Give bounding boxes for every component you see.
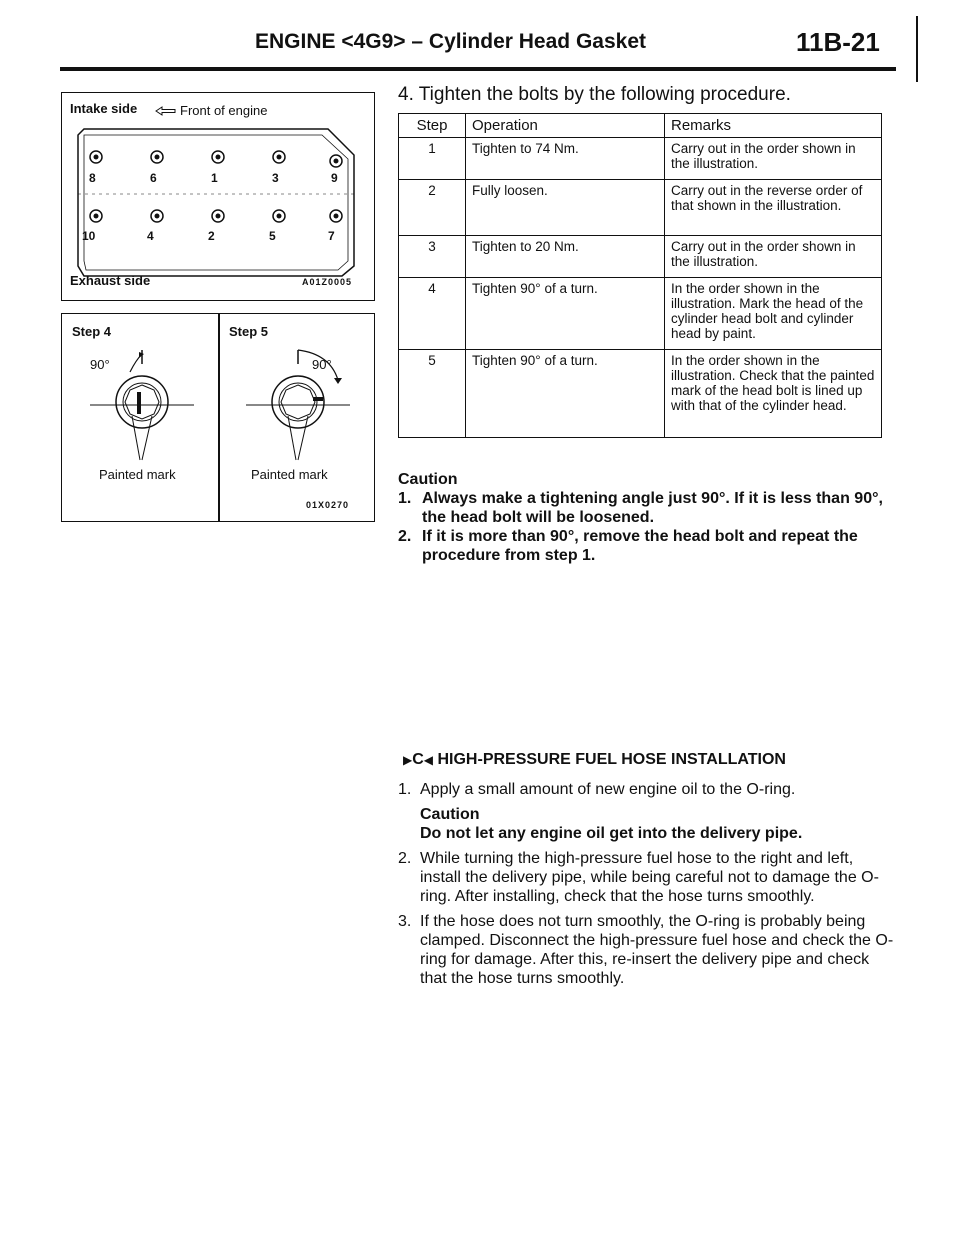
list-item — [398, 527, 898, 565]
caution-text: If it is more than 90°, remove the head bolt and repeat the procedure from step 1. — [422, 528, 858, 564]
marker-letter: C — [412, 751, 424, 768]
procedure-heading: 4. Tighten the bolts by the following procedure. — [398, 84, 791, 105]
bolt-head-step4-icon — [82, 342, 202, 462]
remarks-cell: Carry out in the reverse order of that shown in the illustration. — [665, 180, 882, 236]
angle-label-left: 90° — [90, 357, 110, 372]
caution-text: Do not let any engine oil get into the delivery pipe. — [420, 825, 803, 842]
section-heading — [403, 751, 786, 769]
marker-right-triangle-icon: ▶ — [403, 753, 413, 767]
list-item — [398, 489, 898, 527]
step-cell: 2 — [399, 180, 466, 236]
cylinder-head-outline — [70, 121, 366, 281]
painted-mark-label-right: Painted mark — [251, 467, 328, 482]
step-cell: 3 — [399, 236, 466, 278]
step-cell: 4 — [399, 278, 466, 350]
remarks-cell: Carry out in the order shown in the illustration. — [665, 236, 882, 278]
bolt-head-step5-icon — [238, 342, 358, 462]
table-row — [399, 180, 882, 236]
remarks-cell: In the order shown in the illustration. Check that the painted mark of the head bolt is lined up with that of the cylinder head. — [665, 350, 882, 438]
operation-cell: Tighten to 74 Nm. — [466, 138, 665, 180]
tightening-angle-figure — [61, 313, 375, 522]
marker-left-triangle-icon: ◀ — [423, 753, 434, 767]
bolt-number: 3 — [272, 171, 279, 185]
caution-title: Caution — [420, 806, 480, 823]
front-of-engine-label: Front of engine — [180, 103, 268, 118]
caution-text: Always make a tightening angle just 90°. If it is less than 90°, the head bolt will be loosened. — [422, 490, 883, 526]
figure-code: 01X0270 — [306, 500, 350, 510]
bolt-number: 6 — [150, 171, 157, 185]
column-header-remarks: Remarks — [665, 114, 882, 138]
left-arrow-icon — [155, 106, 177, 116]
list-number: 1. — [398, 781, 412, 798]
table-row — [399, 278, 882, 350]
step5-label: Step 5 — [229, 324, 269, 339]
header-rule — [60, 67, 896, 71]
step-cell: 1 — [399, 138, 466, 180]
list-item — [398, 912, 896, 988]
table-row — [399, 138, 882, 180]
bolt-number: 8 — [89, 171, 96, 185]
figure-code: A01Z0005 — [302, 277, 353, 287]
step-cell: 5 — [399, 350, 466, 438]
section-title: HIGH-PRESSURE FUEL HOSE INSTALLATION — [437, 751, 786, 768]
list-number: 2. — [398, 528, 412, 545]
bolt-number: 4 — [147, 229, 154, 243]
bolt-number: 5 — [269, 229, 276, 243]
operation-cell: Fully loosen. — [466, 180, 665, 236]
bolt-number: 1 — [211, 171, 218, 185]
intake-side-label: Intake side — [70, 101, 138, 116]
page-title: ENGINE <4G9> – Cylinder Head Gasket — [255, 30, 647, 53]
caution-list — [398, 489, 898, 565]
table-header-row — [399, 114, 882, 138]
step-text: Apply a small amount of new engine oil to the O-ring. — [420, 781, 796, 798]
list-item — [398, 780, 896, 799]
bolt-number: 10 — [82, 229, 96, 243]
bolt-number: 2 — [208, 229, 215, 243]
installation-steps — [398, 780, 896, 994]
table-row — [399, 350, 882, 438]
exhaust-side-label: Exhaust side — [70, 273, 151, 288]
column-header-step: Step — [399, 114, 466, 138]
caution-title: Caution — [398, 471, 458, 488]
page-number: 11B-21 — [796, 27, 880, 57]
list-number: 1. — [398, 490, 412, 507]
remarks-cell: In the order shown in the illustration. Mark the head of the cylinder head bolt and cylinder head by paint. — [665, 278, 882, 350]
bolt-order-figure — [61, 92, 375, 301]
list-item — [398, 849, 896, 906]
painted-mark-label-left: Painted mark — [99, 467, 176, 482]
remarks-cell: Carry out in the order shown in the illustration. — [665, 138, 882, 180]
step-text: If the hose does not turn smoothly, the O-ring is probably being clamped. Disconnect the high-pressure fuel hose and check the O-ring for damage. After this, re-insert the delivery pipe and check that the hose turns smoothly. — [420, 913, 894, 987]
list-number: 3. — [398, 913, 412, 930]
column-header-operation: Operation — [466, 114, 665, 138]
operation-cell: Tighten 90° of a turn. — [466, 278, 665, 350]
list-number: 2. — [398, 850, 412, 867]
operation-cell: Tighten 90° of a turn. — [466, 350, 665, 438]
angle-label-right: 90° — [312, 357, 332, 372]
figure-divider — [218, 314, 220, 521]
table-row — [399, 236, 882, 278]
bolt-number: 9 — [331, 171, 338, 185]
operation-cell: Tighten to 20 Nm. — [466, 236, 665, 278]
step-text: While turning the high-pressure fuel hose to the right and left, install the delivery pipe, while being careful not to damage the O-ring. After installing, check that the hose turns smoothly. — [420, 850, 879, 905]
tightening-procedure-table — [398, 113, 882, 438]
step4-label: Step 4 — [72, 324, 112, 339]
margin-mark — [916, 16, 918, 82]
bolt-number: 7 — [328, 229, 335, 243]
caution-note — [398, 805, 896, 843]
